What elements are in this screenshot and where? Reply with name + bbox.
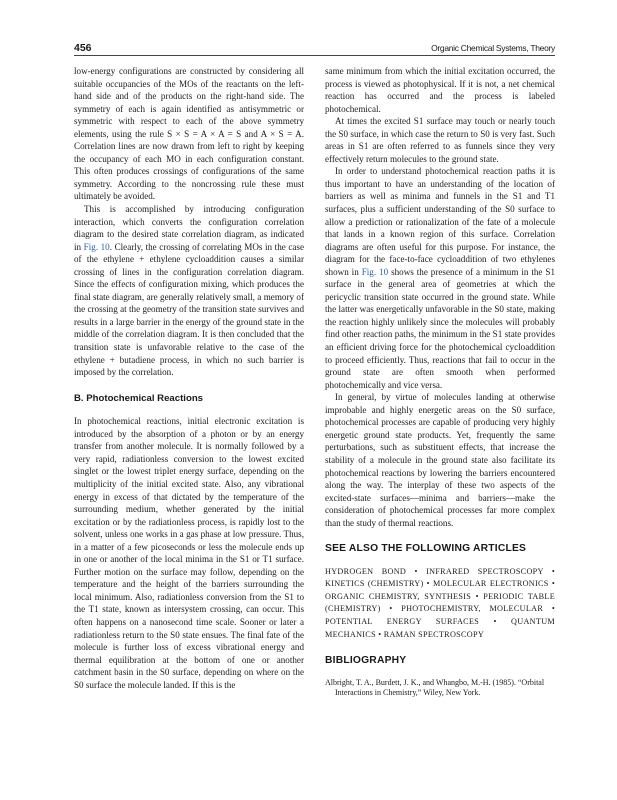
- page-header: [74, 42, 555, 56]
- section-heading: B. Photochemical Reactions: [74, 392, 204, 404]
- header-rule: [74, 55, 555, 56]
- see-also-list: HYDROGEN BOND • INFRARED SPECTROSCOPY • KINETICS (CHEMISTRY) • MOLECULAR ELECTRONICS • ORGANIC CHEMISTRY, SYNTHESIS • PERIODIC TABLE (CHEMISTRY) • PHOTOCHEMISTRY, MOLECULAR • POTENTIAL ENERGY SURFACES • QUANTUM MECHANICS • RAMAN SPECTROSCOPY: [325, 566, 555, 639]
- figure-link[interactable]: Fig. 10: [83, 241, 110, 252]
- page-number: 456: [74, 42, 92, 54]
- text-run: . Clearly, the crossing of correlating MOs in the case of the ethylene + ethylene cycloaddition causes a similar crossing of lines in the configuration correlation diagram. Since the effects of configuration mixing, which produces the final state diagram, are generally relatively small, a memory of the crossing at the geometry of the transition state survives and results in a large barrier in the energy of the ground state in the middle of the correlation diagram. It is then concluded that the transition state is unfavorable relative to the case of the ethylene + butadiene process, in which no such barrier is imposed by the correlation.: [74, 241, 304, 378]
- text-run: This is accomplished by introducing configuration interaction, which converts the configuration correlation diagram to the desired state correlation diagram, as indicated in: [74, 204, 304, 252]
- figure-link[interactable]: Fig. 10: [361, 266, 389, 277]
- text-run: shows the presence of a minimum in the S1 surface in the general area of geometries at which the pericyclic transition state occurred in the ground state. While the latter was energetically unfavorable in the S0 state, making the reaction highly unlikely since the molecules will probably find other reaction paths, the minimum in the S1 state provides an efficient driving force for the photochemical cycloaddition to proceed efficiently. Thus, reactions that fail to occur in the ground state are often smooth when performed photochemically and vice versa.: [325, 266, 555, 390]
- bibliography-entry: Albright, T. A., Burdett, J. K., and Whangbo, M.-H. (1985). “Orbital Interactions in Chemistry,” Wiley, New York.: [325, 677, 545, 698]
- paragraph: low-energy configurations are constructed by considering all suitable occupancies of the MOs of the reactants on the left-hand side and of the products on the right-hand side. The symmetry of each is again identified as antisymmetric or symmetric with respect to each of the above symmetry elements, using the rule S × S = A × A = S and A × S = A. Correlation lines are now drawn from left to right by keeping the occupancy of each MO in each configuration constant. This often produces crossings of configurations of the same symmetry. According to the noncrossing rule these must ultimately be avoided.: [74, 66, 304, 202]
- paragraph: [74, 203, 304, 379]
- running-title: Organic Chemical Systems, Theory: [431, 43, 555, 53]
- right-column: [325, 65, 555, 699]
- see-also-heading: SEE ALSO THE FOLLOWING ARTICLES: [325, 543, 527, 555]
- paragraph: In photochemical reactions, initial electronic excitation is introduced by the absorption of a photon or by an energy transfer from another molecule. It is normally followed by a very rapid, radiationless conversion to the lowest excited singlet or the lowest triplet energy surface, depending on the multiplicity of the initial excited state. Also, any vibrational energy in excess of that dictated by the temperature of the surrounding medium, whether generated by the initial excitation or by the radiationless process, is rapidly lost to the solvent, unless one works in a gas phase at low pressure. Thus, in a matter of a few picoseconds or less the molecule ends up in one or another of the local minima in the S1 or T1 surface. Further motion on the surface may follow, depending on the temperature and the height of the barriers surrounding the local minimum. Also, radiationless conversion from the S1 to the T1 state, known as intersystem crossing, can occur. This often happens on a nanosecond time scale. Sooner or later a radiationless return to the S0 state ensues. The final fate of the molecule is further loss of excess vibrational energy and thermal equilibration at the bottom of one or another catchment basin in the S0 surface, depending on where on the S0 surface the molecule landed. If this is the: [74, 416, 304, 690]
- paragraph: same minimum from which the initial excitation occurred, the process is viewed as photophysical. If it is not, a net chemical reaction has occurred and the process is labeled photochemical.: [325, 66, 555, 114]
- text-run: In order to understand photochemical reaction paths it is thus important to have an understanding of the location of barriers as well as minima and funnels in the S1 and T1 surfaces, plus a sufficient understanding of the S0 surface to allow a prediction or rationalization of the fate of a molecule that lands in a known region of this surface. Correlation diagrams are often useful for this purpose. For instance, the diagram for the face-to-face cycloaddition of two ethylenes shown in: [325, 166, 555, 277]
- left-column: [74, 65, 304, 691]
- paragraph: At times the excited S1 surface may touch or nearly touch the S0 surface, in which case the return to S0 is very fast. Such areas in S1 are often referred to as funnels since they very effectively return molecules to the ground state.: [325, 116, 555, 164]
- paragraph: In general, by virtue of molecules landing at otherwise improbable and highly energetic areas on the S0 surface, photochemical processes are capable of producing very highly energetic ground state products. Yet, frequently the same perturbations, such as substituent effects, that increase the stability of a molecule in the ground state also facilitate its photochemical reactions by lowering the barriers encountered along the way. The interplay of these two aspects of the excited-state surfaces—minima and barriers—make the consideration of photochemical processes far more complex than the study of thermal reactions.: [325, 392, 555, 528]
- bibliography-heading: BIBLIOGRAPHY: [325, 655, 407, 667]
- paragraph: [325, 165, 555, 391]
